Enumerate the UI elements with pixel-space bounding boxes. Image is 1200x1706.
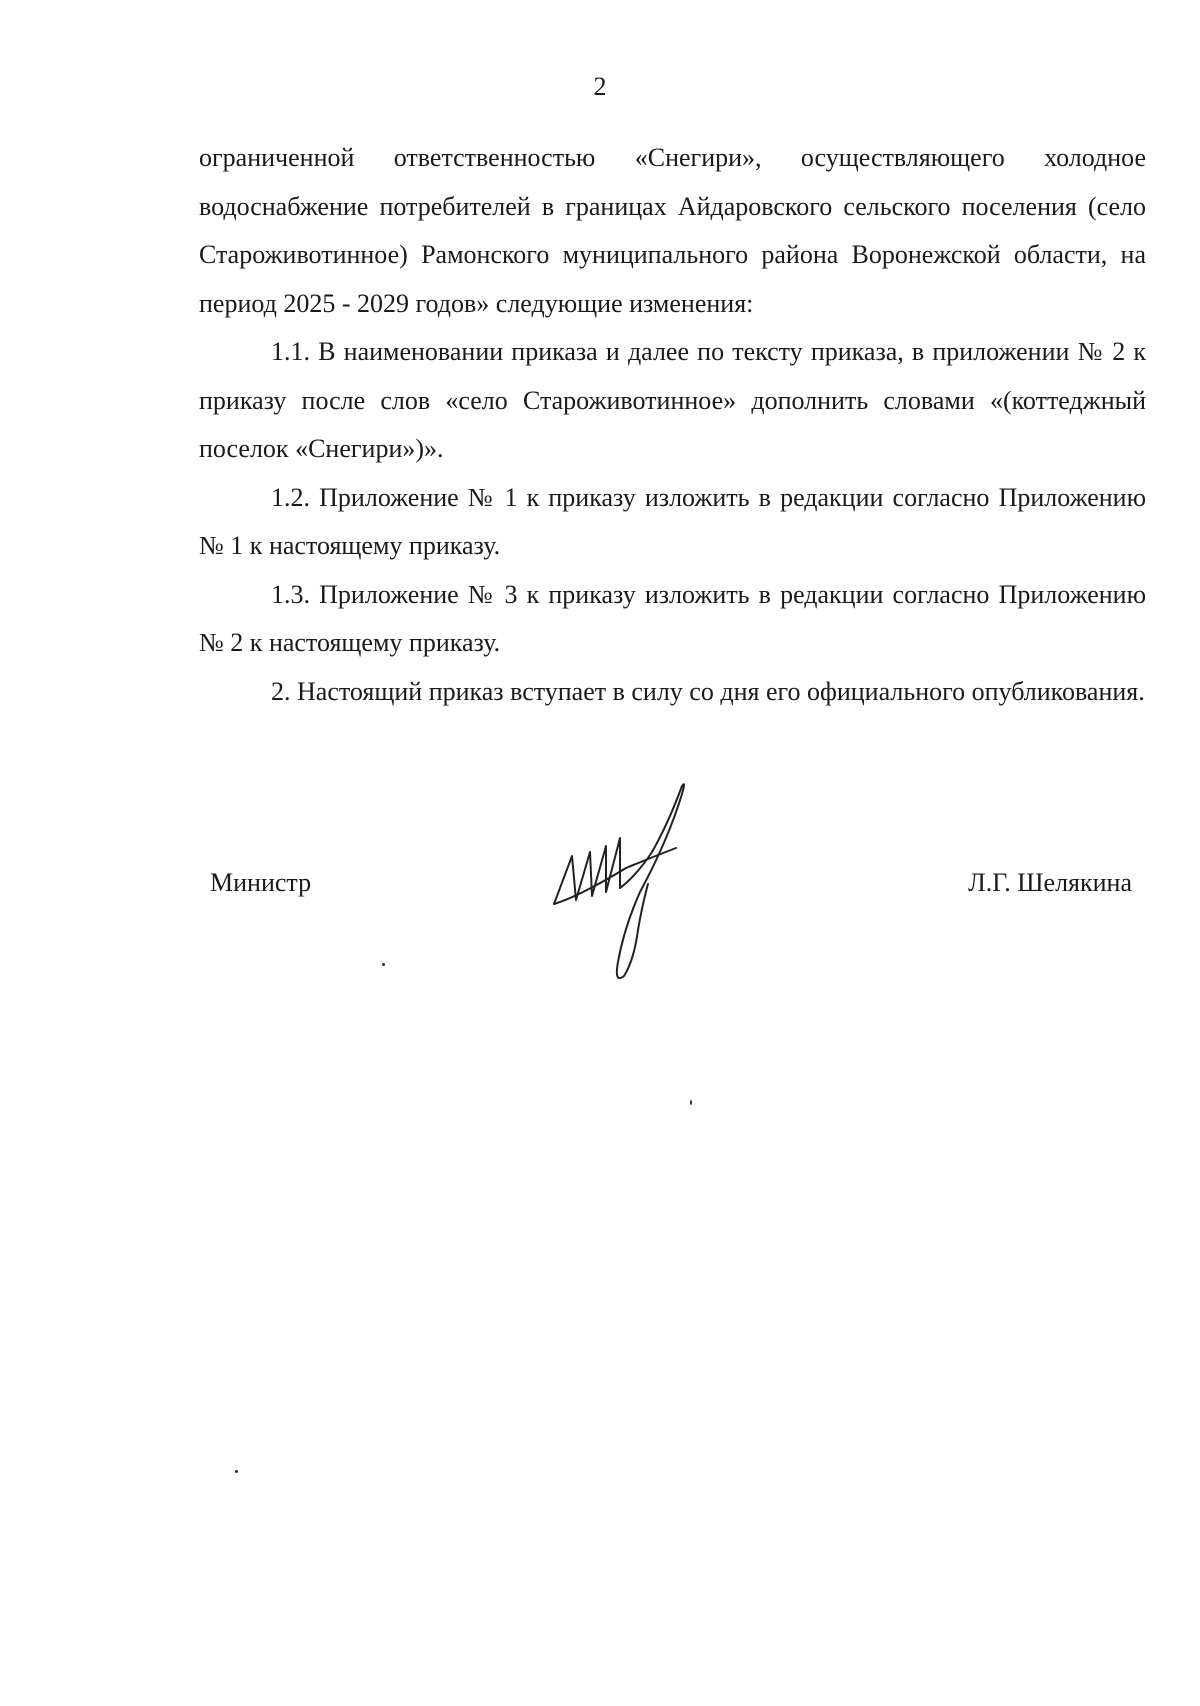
scan-speck bbox=[382, 963, 385, 966]
signatory-title: Министр bbox=[210, 868, 312, 897]
paragraph-1-1: 1.1. В наименовании приказа и далее по тексту приказа, в приложении № 2 к приказу после слов «село Староживотинное» дополнить словами «(коттеджный поселок «Снегири»)». bbox=[199, 337, 1146, 463]
page-number: 2 bbox=[593, 72, 607, 101]
handwritten-signature bbox=[540, 780, 740, 1000]
scan-speck bbox=[690, 1100, 692, 1105]
signatory-name: Л.Г. Шелякина bbox=[968, 868, 1132, 897]
paragraph-intro: ограниченной ответственностью «Снегири», осуществляющего холодное водоснабжение потребителей в границах Айдаровского сельского поселения (село Староживотинное) Рамонского муниципального района Воронежской области, на период 2025 - 2029 годов» следующие изменения: bbox=[199, 143, 1146, 318]
document-body bbox=[199, 134, 1146, 716]
paragraph-1-3: 1.3. Приложение № 3 к приказу изложить в редакции согласно Приложению № 2 к настоящему приказу. bbox=[199, 579, 1146, 657]
signature-block bbox=[0, 780, 1200, 1020]
paragraph-2: 2. Настоящий приказ вступает в силу со дня его официального опубликования. bbox=[271, 676, 1145, 706]
scan-speck bbox=[235, 1470, 238, 1473]
paragraph-1-2: 1.2. Приложение № 1 к приказу изложить в редакции согласно Приложению № 1 к настоящему приказу. bbox=[199, 482, 1146, 560]
